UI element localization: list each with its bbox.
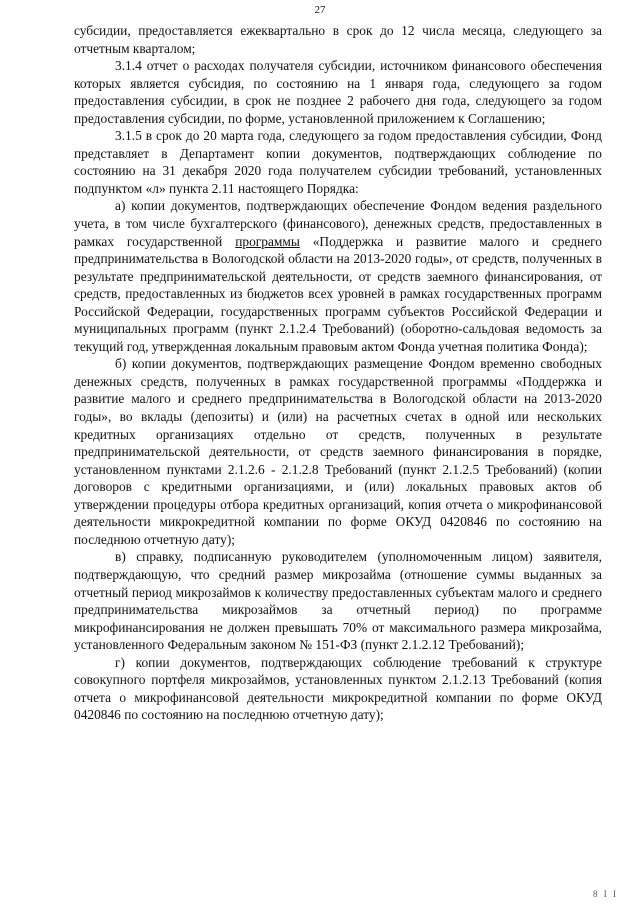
paragraph-item-a-text-2: «Поддержка и развитие малого и среднего предпринимательства в Вологодской области на 2013-2020 годы», от средств, полученных в результате предпринимательской деятельности, от средств заемного финансирования, от средств, предоставленных из бюджетов всех уровней в рамках государственных программ Российской Федерации, государственных программ субъектов Российской Федерации и муниципальных программ (пункт 2.1.2.4 Требований) (оборотно-сальдовая ведомость за текущий год, утвержденная локальным правовым актом Фонда учетная политика Фонда); [74, 233, 602, 354]
paragraph-continuation: субсидии, предоставляется ежеквартально в срок до 12 числа месяца, следующего за отчетным кварталом; [74, 23, 602, 56]
paragraph-item-a-text-1: а) копии документов, подтверждающих обеспечение Фондом ведения раздельного учета, в том числе бухгалтерского (финансового), денежных средств, предоставленных в рамках государственной [74, 198, 602, 249]
page-number: 27 [314, 4, 326, 16]
program-link[interactable]: программы [235, 233, 300, 249]
paragraph-item-v: в) справку, подписанную руководителем (уполномоченным лицом) заявителя, подтверждающую, что средний размер микрозайма (отношение суммы выданных за отчетный период микрозаймов к количеству предоставленных субъектам малого и среднего предпринимательства микрозаймов за отчетный период) по программе микрофинансирования не должен превышать 70% от максимального размера микрозайма, установленного Федеральным законом № 151-ФЗ (пункт 2.1.2.12 Требований); [74, 549, 602, 653]
paragraph-item-b: б) копии документов, подтверждающих размещение Фондом временно свободных денежных средств, полученных в рамках государственной программы «Поддержка и развитие малого и среднего предпринимательства в Вологодской области на 2013-2020 годы», во вклады (депозиты) и (или) на расчетных счетах в одной или нескольких кредитных организациях отдельно от средств, полученных в результате предпринимательской деятельности, от средств заемного финансирования в порядке, установленном пунктами 2.1.2.6 - 2.1.2.8 Требований (пункт 2.1.2.5 Требований) (копии договоров с кредитными организациями, и (или) локальных правовых актов об утверждении процедуры отбора кредитных организаций, копия отчета о микрофинансовой деятельности микрокредитной компании по форме ОКУД 0420846 по состоянию на последнюю отчетную дату); [74, 356, 602, 547]
paragraph-item-g: г) копии документов, подтверждающих соблюдение требований к структуре совокупного портфеля микрозаймов, установленных пунктом 2.1.2.13 Требований (копия отчета о микрофинансовой деятельности микрокредитной компании по форме ОКУД 0420846 по состоянию на последнюю отчетную дату); [74, 654, 602, 723]
document-body [74, 22, 602, 724]
scan-mark: 8 I I [593, 889, 618, 899]
paragraph-item-a [74, 197, 602, 355]
paragraph-3-1-5: 3.1.5 в срок до 20 марта года, следующего за годом предоставления субсидии, Фонд представляет в Департамент копии документов, подтверждающих соблюдение по состоянию на 31 декабря 2020 года получателем субсидии требований, установленных подпунктом «л» пункта 2.11 настоящего Порядка: [74, 128, 602, 196]
paragraph-3-1-4: 3.1.4 отчет о расходах получателя субсидии, источником финансового обеспечения которых является субсидия, по состоянию на 1 января года, следующего за годом предоставления субсидии, в срок не позднее 2 рабочего дня года, следующего за годом предоставления субсидии, по форме, установленной приложением к Соглашению; [74, 58, 602, 126]
